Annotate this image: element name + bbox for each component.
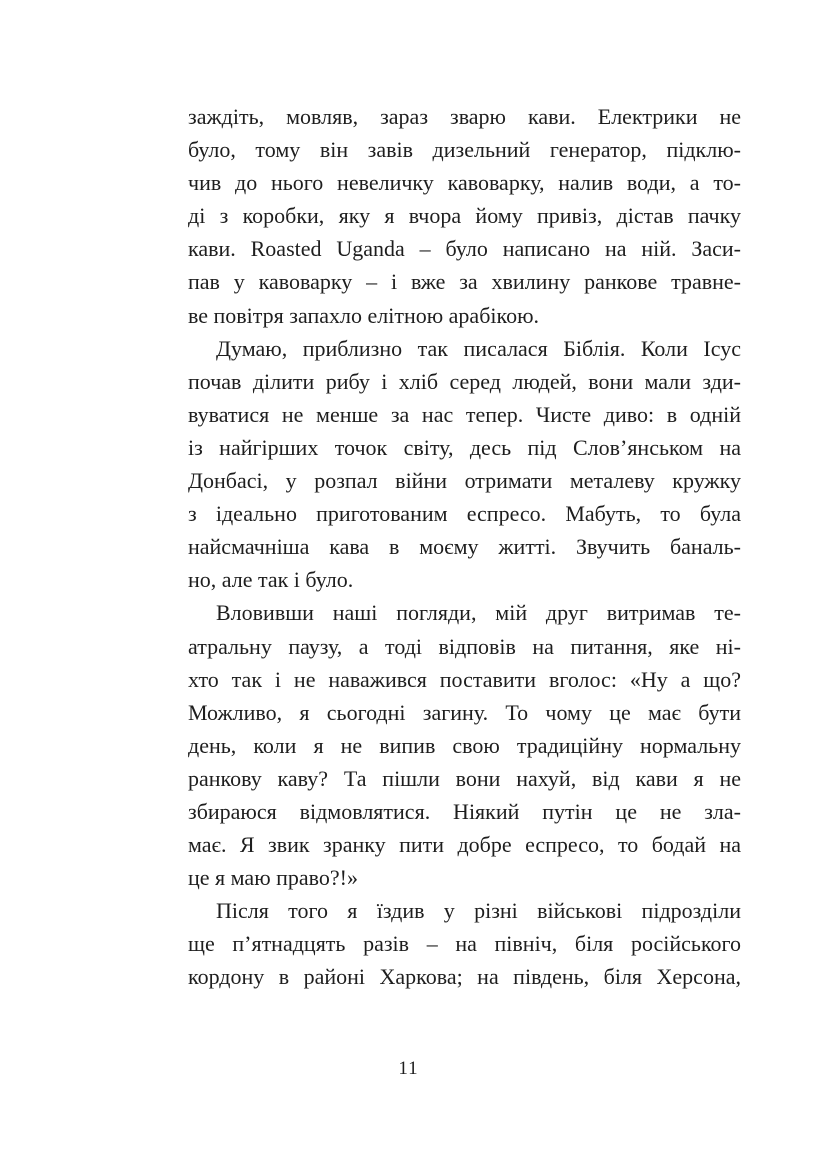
page-number: 11	[398, 1058, 419, 1079]
text-line: із найгірших точок світу, десь під Слов’янськом на	[188, 434, 741, 460]
text-line: чив до нього невеличку кавоварку, налив води, а то-	[188, 170, 741, 196]
text-line: з ідеально приготованим еспресо. Мабуть, то була	[188, 501, 741, 527]
text-line: збираюся відмовлятися. Ніякий путін це не зла-	[188, 798, 741, 824]
text-line: вуватися не менше за нас тепер. Чисте диво: в одній	[188, 401, 741, 427]
text-line: атральну паузу, а тоді відповів на питання, яке ні-	[188, 633, 741, 659]
text-line: заждіть, мовляв, зараз зварю кави. Електрики не	[188, 104, 741, 129]
text-line: но, але так і було.	[188, 567, 354, 593]
text-line: найсмачніша кава в моєму житті. Звучить баналь-	[188, 534, 741, 560]
text-line: ді з коробки, яку я вчора йому привіз, дістав пачку	[188, 203, 741, 229]
text-line: кави. Roasted Uganda – було написано на ній. Заси-	[188, 236, 741, 262]
text-line: ранкову каву? Та пішли вони нахуй, від кави я не	[188, 765, 741, 791]
text-line: Після того я їздив у різні військові підрозділи	[216, 898, 741, 924]
text-line: Думаю, приблизно так писалася Біблія. Коли Ісус	[216, 335, 741, 361]
text-line: ще п’ятнадцять разів – на північ, біля російського	[188, 931, 741, 957]
text-line: почав ділити рибу і хліб серед людей, вони мали зди-	[188, 368, 741, 394]
paragraph	[188, 332, 741, 597]
text-line: ве повітря запахло елітною арабікою.	[188, 302, 540, 328]
paragraph	[188, 894, 741, 993]
text-line: Вловивши наші погляди, мій друг витримав те-	[216, 600, 741, 626]
text-line: було, тому він завів дизельний генератор, підклю-	[188, 137, 741, 163]
text-line: Можливо, я сьогодні загину. То чому це має бути	[188, 699, 741, 725]
text-line: пав у кавоварку – і вже за хвилину ранкове травне-	[188, 269, 741, 295]
text-line: має. Я звик зранку пити добре еспресо, то бодай на	[188, 832, 741, 858]
paragraph	[188, 100, 741, 332]
text-line: кордону в районі Харкова; на південь, біля Херсона,	[188, 964, 741, 990]
paragraph	[188, 596, 741, 894]
body-text	[188, 100, 741, 994]
text-line: день, коли я не випив свою традиційну нормальну	[188, 732, 741, 758]
text-line: це я маю право?!»	[188, 865, 358, 891]
text-line: Донбасі, у розпал війни отримати металеву кружку	[188, 468, 741, 494]
text-line: хто так і не наважився поставити вголос: «Ну а що?	[188, 666, 741, 692]
